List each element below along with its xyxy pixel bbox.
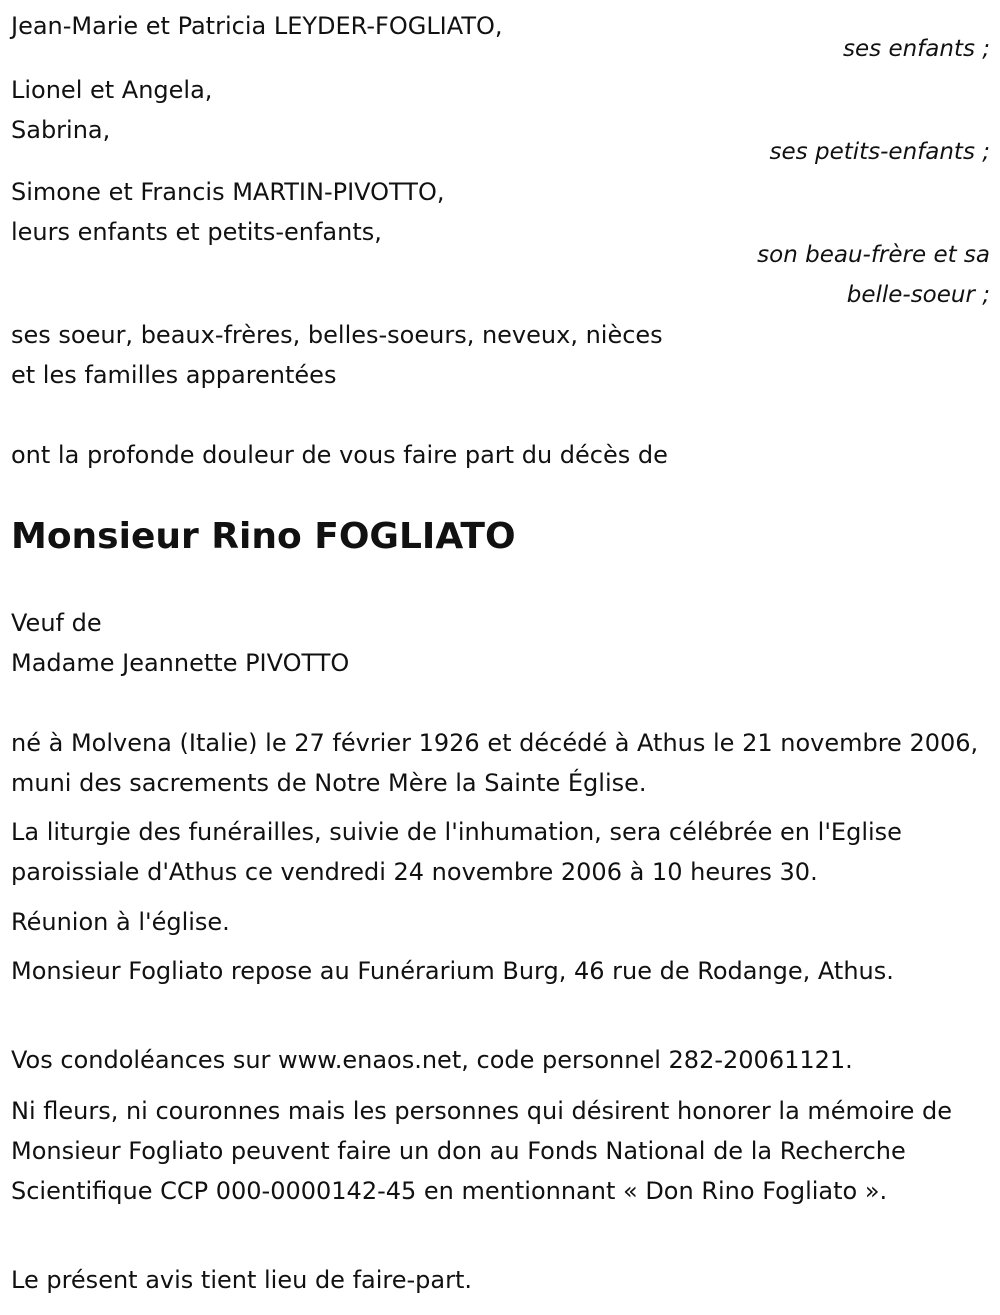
role-children: ses enfants ;: [843, 36, 990, 62]
notice-paragraph: Le présent avis tient lieu de faire-part.: [11, 1266, 473, 1294]
donation-paragraph: Ni fleurs, ni couronnes mais les personnes qui désirent honorer la mémoire de Monsieur Fogliato peuvent faire un don au Fonds National de la Recherche Scientifique CCP 000-0000142-45 en mentionnant « Don Rino Fogliato ».: [11, 1097, 953, 1205]
role-inlaws-line1: son beau-frère et sa: [757, 242, 990, 268]
family-grandchildren-line1: Lionel et Angela,: [11, 76, 213, 104]
condolences-paragraph: Vos condoléances sur www.enaos.net, code personnel 282-20061121.: [11, 1046, 853, 1074]
announcement-text: ont la profonde douleur de vous faire part du décès de: [11, 441, 668, 469]
deceased-name: Monsieur Rino FOGLIATO: [11, 516, 516, 557]
role-inlaws-line2: belle-soeur ;: [846, 282, 990, 308]
family-extended-line1: ses soeur, beaux-frères, belles-soeurs, neveux, nièces: [11, 321, 663, 349]
widow-line2: Madame Jeannette PIVOTTO: [11, 649, 350, 677]
family-inlaws-descendants: leurs enfants et petits-enfants,: [11, 218, 382, 246]
family-inlaws-names: Simone et Francis MARTIN-PIVOTTO,: [11, 178, 445, 206]
family-extended-line2: et les familles apparentées: [11, 361, 337, 389]
liturgy-paragraph: La liturgie des funérailles, suivie de l'inhumation, sera célébrée en l'Eglise paroissiale d'Athus ce vendredi 24 novembre 2006 à 10 heures 30.: [11, 818, 902, 886]
family-children-names: Jean-Marie et Patricia LEYDER-FOGLIATO,: [11, 12, 503, 40]
role-grandchildren: ses petits-enfants ;: [769, 139, 990, 165]
rest-paragraph: Monsieur Fogliato repose au Funérarium Burg, 46 rue de Rodange, Athus.: [11, 957, 894, 985]
widow-line1: Veuf de: [11, 609, 102, 637]
family-grandchildren-line2: Sabrina,: [11, 116, 111, 144]
meeting-paragraph: Réunion à l'église.: [11, 908, 230, 936]
birth-paragraph: né à Molvena (Italie) le 27 février 1926 et décédé à Athus le 21 novembre 2006, muni des sacrements de Notre Mère la Sainte Église.: [11, 729, 979, 797]
